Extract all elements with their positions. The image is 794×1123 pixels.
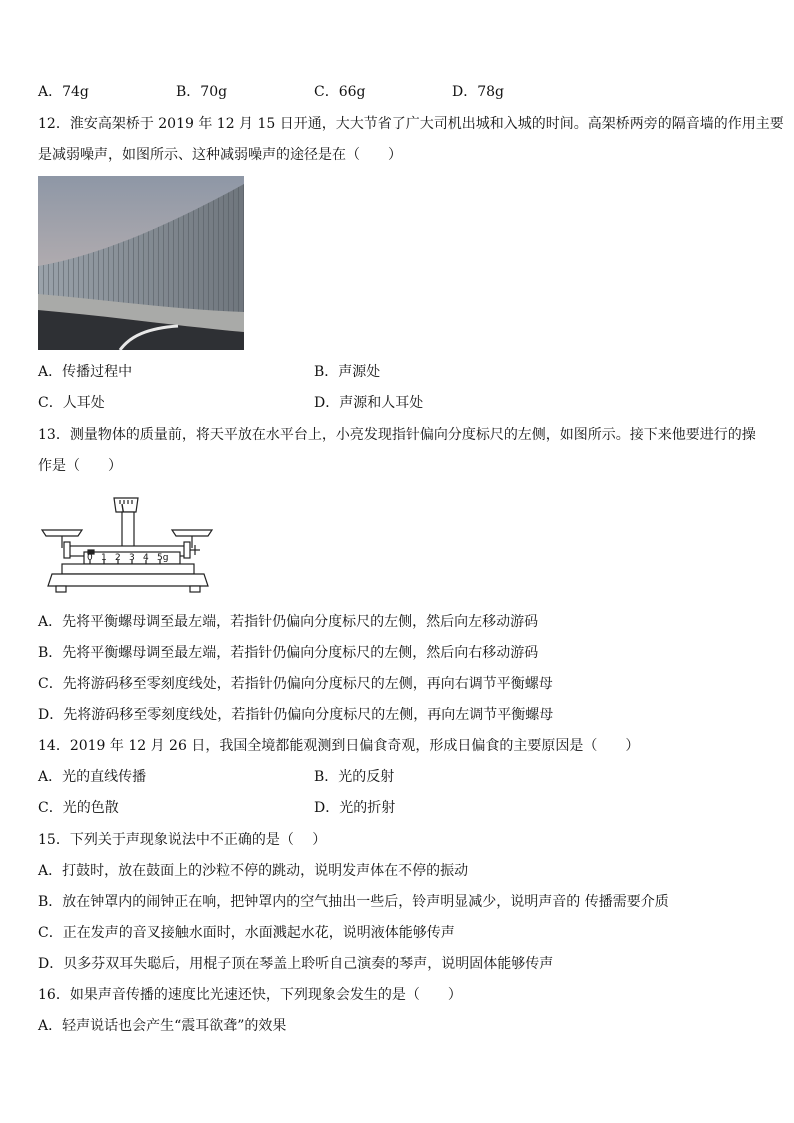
q14-option-d: D．光的折射 (314, 800, 396, 816)
q15-option-b: B．放在钟罩内的闹钟正在响，把钟罩内的空气抽出一些后，铃声明显减少，说明声音的 传播需要介质 (38, 894, 669, 910)
q15-stem: 15．下列关于声现象说法中不正确的是（ ） (38, 832, 327, 848)
q15-option-d: D．贝多芬双耳失聪后，用棍子顶在琴盖上聆听自己演奏的琴声，说明固体能够传声 (38, 956, 554, 972)
q13-option-c: C．先将游码移至零刻度线处，若指针仍偏向分度标尺的左侧，再向右调节平衡螺母 (38, 676, 553, 692)
q11-option-d: D．78g (452, 84, 505, 100)
scale-label: 4 (143, 553, 149, 563)
q16-option-a: A．轻声说话也会产生“震耳欲聋”的效果 (38, 1018, 287, 1034)
q13-stem-line1: 13．测量物体的质量前，将天平放在水平台上，小亮发现指针偏向分度标尺的左侧，如图所示。接下来他要进行的操 (38, 427, 756, 443)
q11-option-a: A．74g (38, 84, 89, 100)
balance-scale-labels (38, 553, 218, 567)
q14-option-a: A．光的直线传播 (38, 769, 147, 785)
q13-option-d: D．先将游码移至零刻度线处，若指针仍偏向分度标尺的左侧，再向左调节平衡螺母 (38, 707, 554, 723)
scale-label: 5g (157, 553, 169, 563)
scale-label: 1 (101, 553, 107, 563)
scale-label: 2 (115, 553, 121, 563)
q15-option-a: A．打鼓时，放在鼓面上的沙粒不停的跳动，说明发声体在不停的振动 (38, 863, 469, 879)
q12-stem-line2: 是减弱噪声，如图所示、这种减弱噪声的途径是在（ ） (38, 147, 402, 163)
q14-option-b: B．光的反射 (314, 769, 395, 785)
q12-option-c: C．人耳处 (38, 395, 105, 411)
q16-stem: 16．如果声音传播的速度比光速还快，下列现象会发生的是（ ） (38, 987, 462, 1003)
q13-option-b: B．先将平衡螺母调至最左端，若指针仍偏向分度标尺的左侧，然后向右移动游码 (38, 645, 539, 661)
q12-stem-line1: 12．淮安高架桥于 2019 年 12 月 15 日开通，大大节省了广大司机出城和入城的时间。高架桥两旁的隔音墙的作用主要 (38, 116, 784, 132)
q15-option-c: C．正在发声的音叉接触水面时，水面溅起水花，说明液体能够传声 (38, 925, 455, 941)
sound-barrier-photo (38, 176, 244, 350)
balance-diagram (38, 490, 218, 600)
q13-stem-line2: 作是（ ） (38, 458, 122, 474)
q12-option-d: D．声源和人耳处 (314, 395, 424, 411)
balance-illustration (38, 490, 218, 600)
q14-stem: 14．2019 年 12 月 26 日，我国全境都能观测到日偏食奇观，形成日偏食的主要原因是（ ） (38, 738, 640, 754)
q14-option-c: C．光的色散 (38, 800, 119, 816)
q12-option-b: B．声源处 (314, 364, 381, 380)
q12-option-a: A．传播过程中 (38, 364, 133, 380)
scale-label: 3 (129, 553, 135, 563)
q11-option-b: B．70g (176, 84, 228, 100)
q11-option-c: C．66g (314, 84, 366, 100)
scale-label: 0 (87, 553, 93, 563)
q13-option-a: A．先将平衡螺母调至最左端，若指针仍偏向分度标尺的左侧，然后向左移动游码 (38, 614, 539, 630)
sound-barrier-illustration (38, 176, 244, 350)
